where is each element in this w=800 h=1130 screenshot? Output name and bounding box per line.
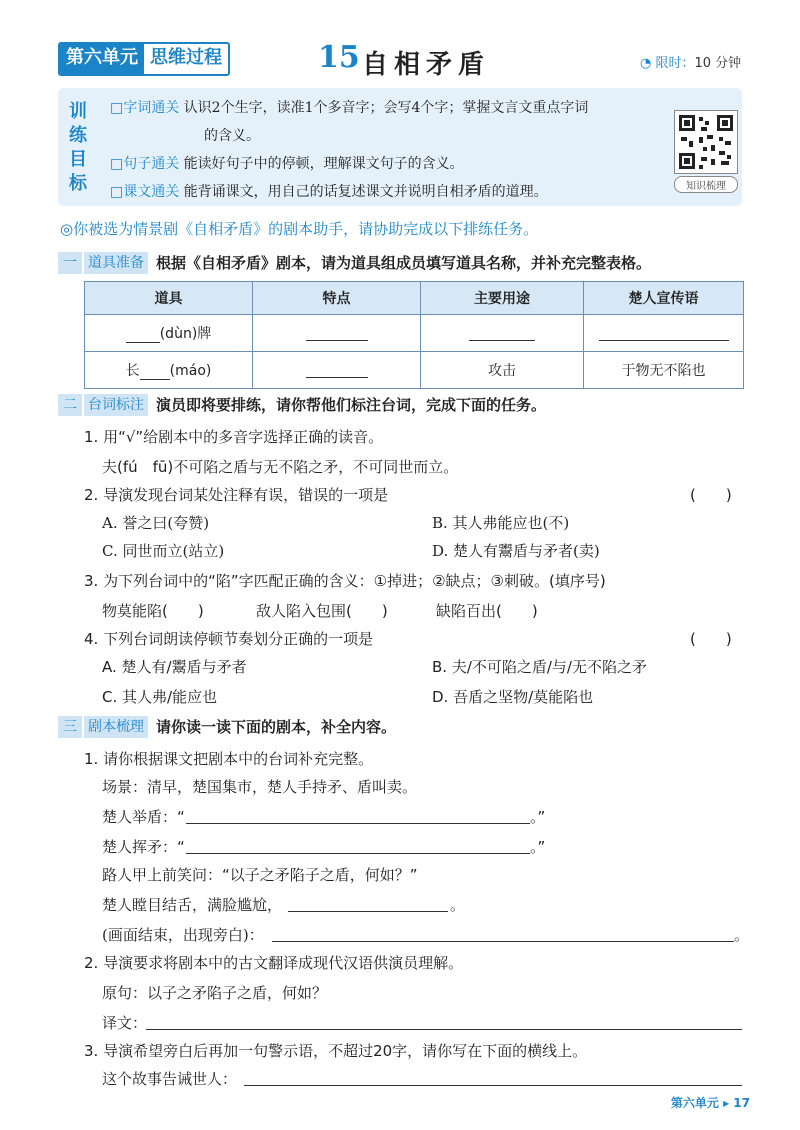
s3-line-c: 路人甲上前笑问：“以子之矛陷子之盾，何如？”: [102, 866, 418, 884]
answer-line[interactable]: [272, 940, 734, 942]
table-row: [85, 315, 744, 352]
section2-tag: 二 台词标注: [58, 394, 148, 416]
goal-row-words: [110, 98, 588, 118]
s3-translation-label: 译文：: [102, 1014, 148, 1032]
time-limit-value: 10 分钟: [694, 56, 742, 71]
props-table: [84, 281, 744, 389]
s3-q3: 3. 导演希望旁白后再加一句警示语，不超过20字，请你写在下面的横线上。: [84, 1042, 588, 1060]
prop-cell: 长 (máo): [85, 352, 253, 389]
section1-desc: 根据《自相矛盾》剧本，请为道具组成员填写道具名称，并补充完整表格。: [156, 254, 652, 272]
table-header: 主要用途: [421, 282, 584, 315]
s2-q2-answer[interactable]: ( ): [690, 486, 732, 504]
answer-line[interactable]: [146, 1028, 742, 1030]
goal-text: 能背诵课文，用自己的话复述课文并说明自相矛盾的道理。: [183, 184, 548, 200]
table-header: 道具: [85, 282, 253, 315]
s3-line-a: 楚人举盾：“: [102, 808, 185, 826]
feature-cell: [253, 315, 421, 352]
section2-desc: 演员即将要排练，请你帮他们标注台词，完成下面的任务。: [156, 396, 547, 414]
time-limit: [640, 52, 741, 71]
s2-q2-option-a: A. 誉之曰(夸赞): [102, 514, 210, 532]
s3-q2: 2. 导演要求将剧本中的古文翻译成现代汉语供演员理解。: [84, 954, 464, 972]
lesson-title: 自相矛盾: [362, 50, 491, 80]
s2-q2-option-b: B. 其人弗能应也(不): [432, 514, 570, 532]
answer-line[interactable]: [186, 852, 530, 854]
s3-scene: 场景：清早，楚国集市，楚人手持矛、盾叫卖。: [102, 778, 418, 796]
s2-q2-option-d: D. 楚人有鬻盾与矛者(卖): [432, 542, 600, 560]
goal-row-text: [110, 182, 548, 202]
s3-line-e: (画面结束，出现旁白)：: [102, 926, 264, 944]
slogan-cell: 于物无不陷也: [584, 352, 744, 389]
goal-tag: □课文通关: [110, 184, 180, 200]
goal-tag: □字词通关: [110, 100, 180, 116]
s3-original: 原句：以子之矛陷子之盾，何如？: [102, 984, 328, 1002]
use-blank[interactable]: [469, 340, 535, 341]
feature-blank[interactable]: [306, 377, 368, 378]
s3-q1: 1. 请你根据课文把剧本中的台词补充完整。: [84, 750, 374, 768]
training-goals-label: 训 练 目 标: [69, 101, 87, 194]
s2-q4: 4. 下列台词朗读停顿节奏划分正确的一项是: [84, 630, 374, 648]
s3-line-b: 楚人挥矛：“: [102, 838, 185, 856]
clock-icon: ◔: [640, 56, 652, 71]
use-cell: 攻击: [421, 352, 584, 389]
qr-code[interactable]: [674, 110, 738, 174]
lesson-number: 15: [318, 40, 360, 75]
s2-q4-option-a: A. 楚人有/鬻盾与矛者: [102, 658, 247, 676]
page-footer: 第六单元 ▸ 17: [670, 1096, 750, 1110]
qr-label: 知识梳理: [674, 176, 738, 193]
goal-text: 认识2个生字，读准1个多音字；会写4个字；掌握文言文重点字词: [183, 100, 589, 116]
table-header-row: [85, 282, 744, 315]
s3-warning-label: 这个故事告诫世人：: [102, 1070, 238, 1088]
prop-cell: (dùn)牌: [85, 315, 253, 352]
feature-cell: [253, 352, 421, 389]
table-header: 特点: [253, 282, 421, 315]
answer-line[interactable]: [288, 910, 448, 912]
goal-row-sentences: [110, 154, 464, 174]
s2-q4-answer[interactable]: ( ): [690, 630, 732, 648]
table-header: 楚人宣传语: [584, 282, 744, 315]
goal-row-words-cont: 的含义。: [204, 128, 260, 144]
s2-q2-option-c: C. 同世而立(站立): [102, 542, 225, 560]
unit-label: 第六单元: [60, 44, 144, 74]
period: 。: [734, 926, 750, 944]
s2-q4-option-c: C. 其人弗/能应也: [102, 688, 218, 706]
s2-q3: 3. 为下列台词中的“陷”字匹配正确的含义：①掉进；②缺点；③刺破。(填序号): [84, 572, 606, 590]
s2-q1-line[interactable]: 夫(fú fū)不可陷之盾与无不陷之矛，不可同世而立。: [102, 458, 459, 476]
prop-blank[interactable]: [126, 342, 160, 343]
s2-q3-a[interactable]: 物莫能陷( ): [102, 602, 204, 620]
intro-text: ◎你被选为情景剧《自相矛盾》的剧本助手，请协助完成以下排练任务。: [60, 220, 539, 238]
goal-text: 能读好句子中的停顿，理解课文句子的含义。: [183, 156, 464, 172]
slogan-blank[interactable]: [599, 340, 729, 341]
s2-q4-option-d: D. 吾盾之坚物/莫能陷也: [432, 688, 594, 706]
answer-line[interactable]: [186, 822, 530, 824]
prop-blank[interactable]: [140, 379, 170, 380]
table-row: [85, 352, 744, 389]
s2-q1: 1. 用“√”给剧本中的多音字选择正确的读音。: [84, 428, 384, 446]
feature-blank[interactable]: [306, 340, 368, 341]
qr-code-icon: [675, 111, 737, 173]
end-quote: 。”: [530, 808, 546, 826]
unit-sub-label: 思维过程: [144, 44, 228, 74]
time-limit-label: 限时：: [655, 56, 695, 71]
goal-tag: □句子通关: [110, 156, 180, 172]
s2-q4-option-b: B. 夫/不可陷之盾/与/无不陷之矛: [432, 658, 647, 676]
section3-tag: 三 剧本梳理: [58, 716, 148, 738]
section3-desc: 请你读一读下面的剧本，补全内容。: [156, 718, 397, 736]
s3-line-d: 楚人瞠目结舌，满脸尴尬，: [102, 896, 283, 914]
s2-q3-b[interactable]: 敌人陷入包围( ): [256, 602, 388, 620]
slogan-cell: [584, 315, 744, 352]
answer-line[interactable]: [244, 1084, 742, 1086]
end-quote: 。”: [530, 838, 546, 856]
s2-q2: 2. 导演发现台词某处注释有误，错误的一项是: [84, 486, 389, 504]
s2-q3-c[interactable]: 缺陷百出( ): [436, 602, 538, 620]
period: 。: [450, 896, 466, 914]
section1-tag: 一 道具准备: [58, 252, 148, 274]
use-cell: [421, 315, 584, 352]
unit-badge: [58, 42, 230, 76]
